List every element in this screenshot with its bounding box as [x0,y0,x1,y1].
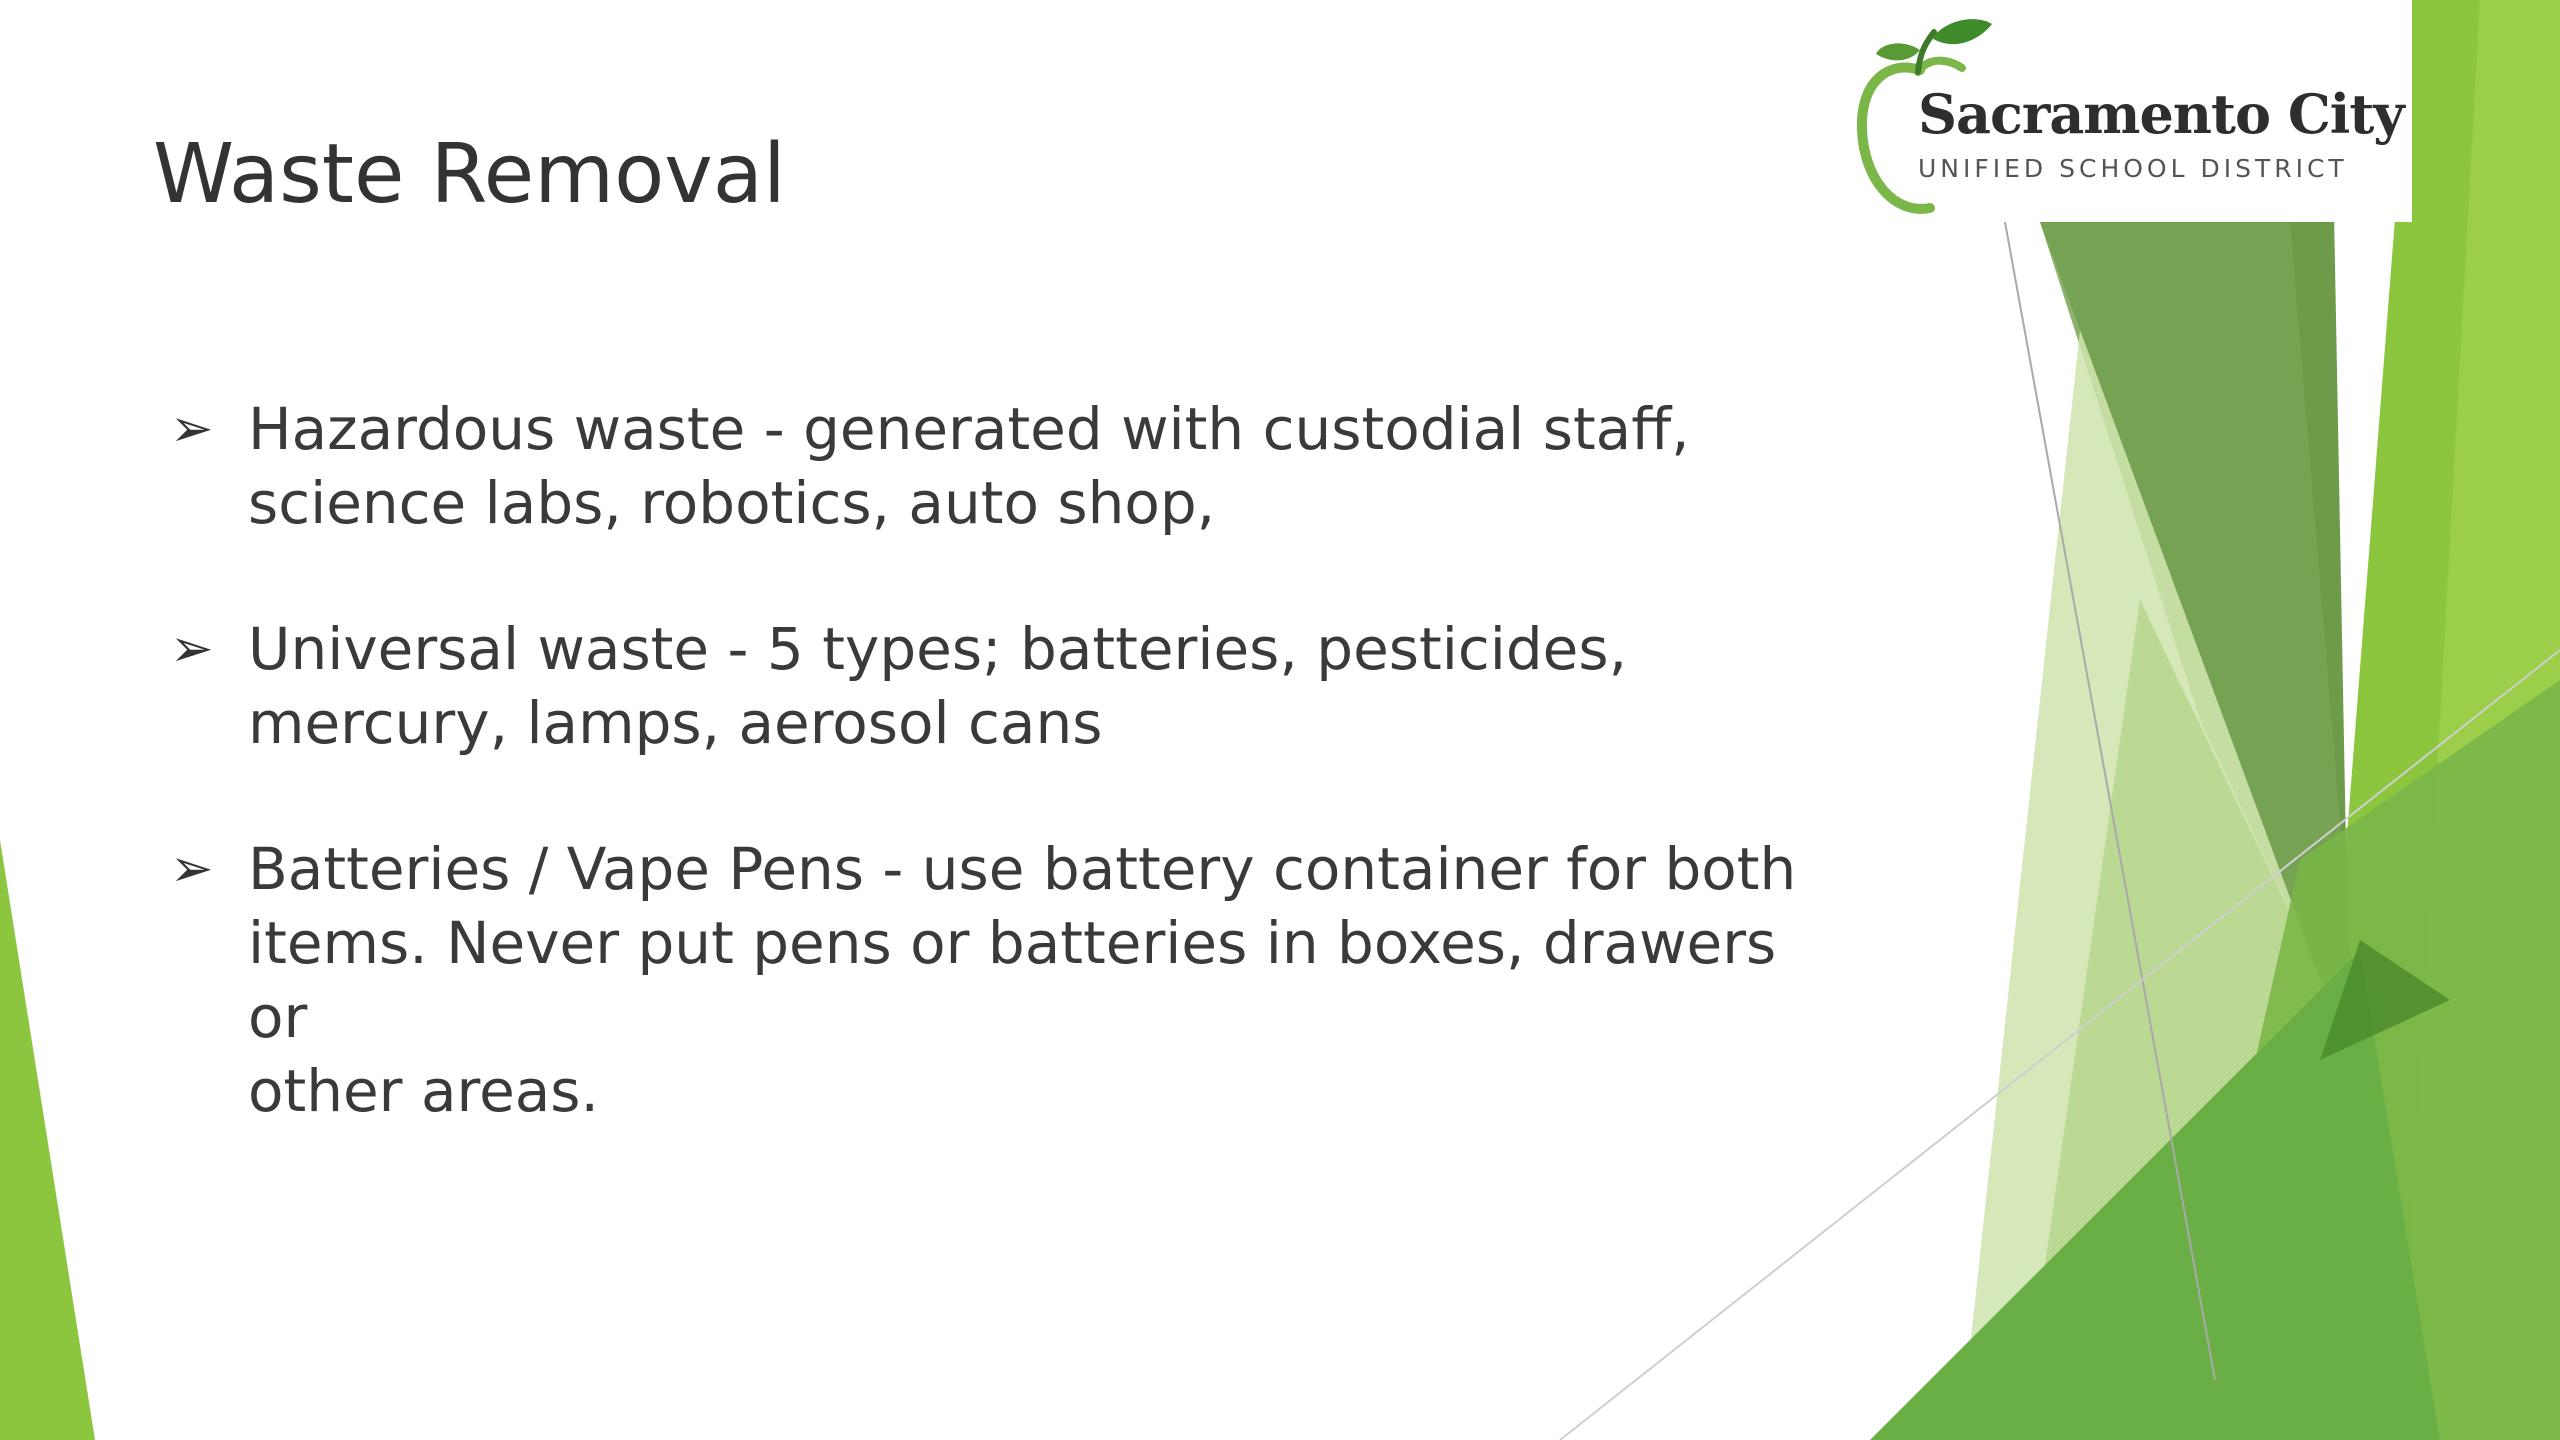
list-item [170,612,1810,760]
bullet-line: Universal waste - 5 types; batteries, pesticides, [248,615,1628,683]
bullet-line: items. Never put pens or batteries in boxes, drawers or [248,909,1777,1051]
logo-subtitle: UNIFIED SCHOOL DISTRICT [1918,154,2348,183]
arrow-bullet-icon: ➢ [170,399,214,459]
bullet-line: mercury, lamps, aerosol cans [248,689,1103,757]
bullet-list [170,392,1810,1200]
slide-title: Waste Removal [153,127,786,222]
bullet-line: science labs, robotics, auto shop, [248,469,1216,537]
arrow-bullet-icon: ➢ [170,619,214,679]
bullet-line: Batteries / Vape Pens - use battery container for both [248,835,1797,903]
logo-name: Sacramento City [1918,82,2404,146]
list-item [170,832,1810,1128]
district-logo [1830,0,2412,222]
bullet-line: other areas. [248,1057,599,1125]
list-item [170,392,1810,540]
bullet-line: Hazardous waste - generated with custodial staff, [248,395,1690,463]
arrow-bullet-icon: ➢ [170,839,214,899]
